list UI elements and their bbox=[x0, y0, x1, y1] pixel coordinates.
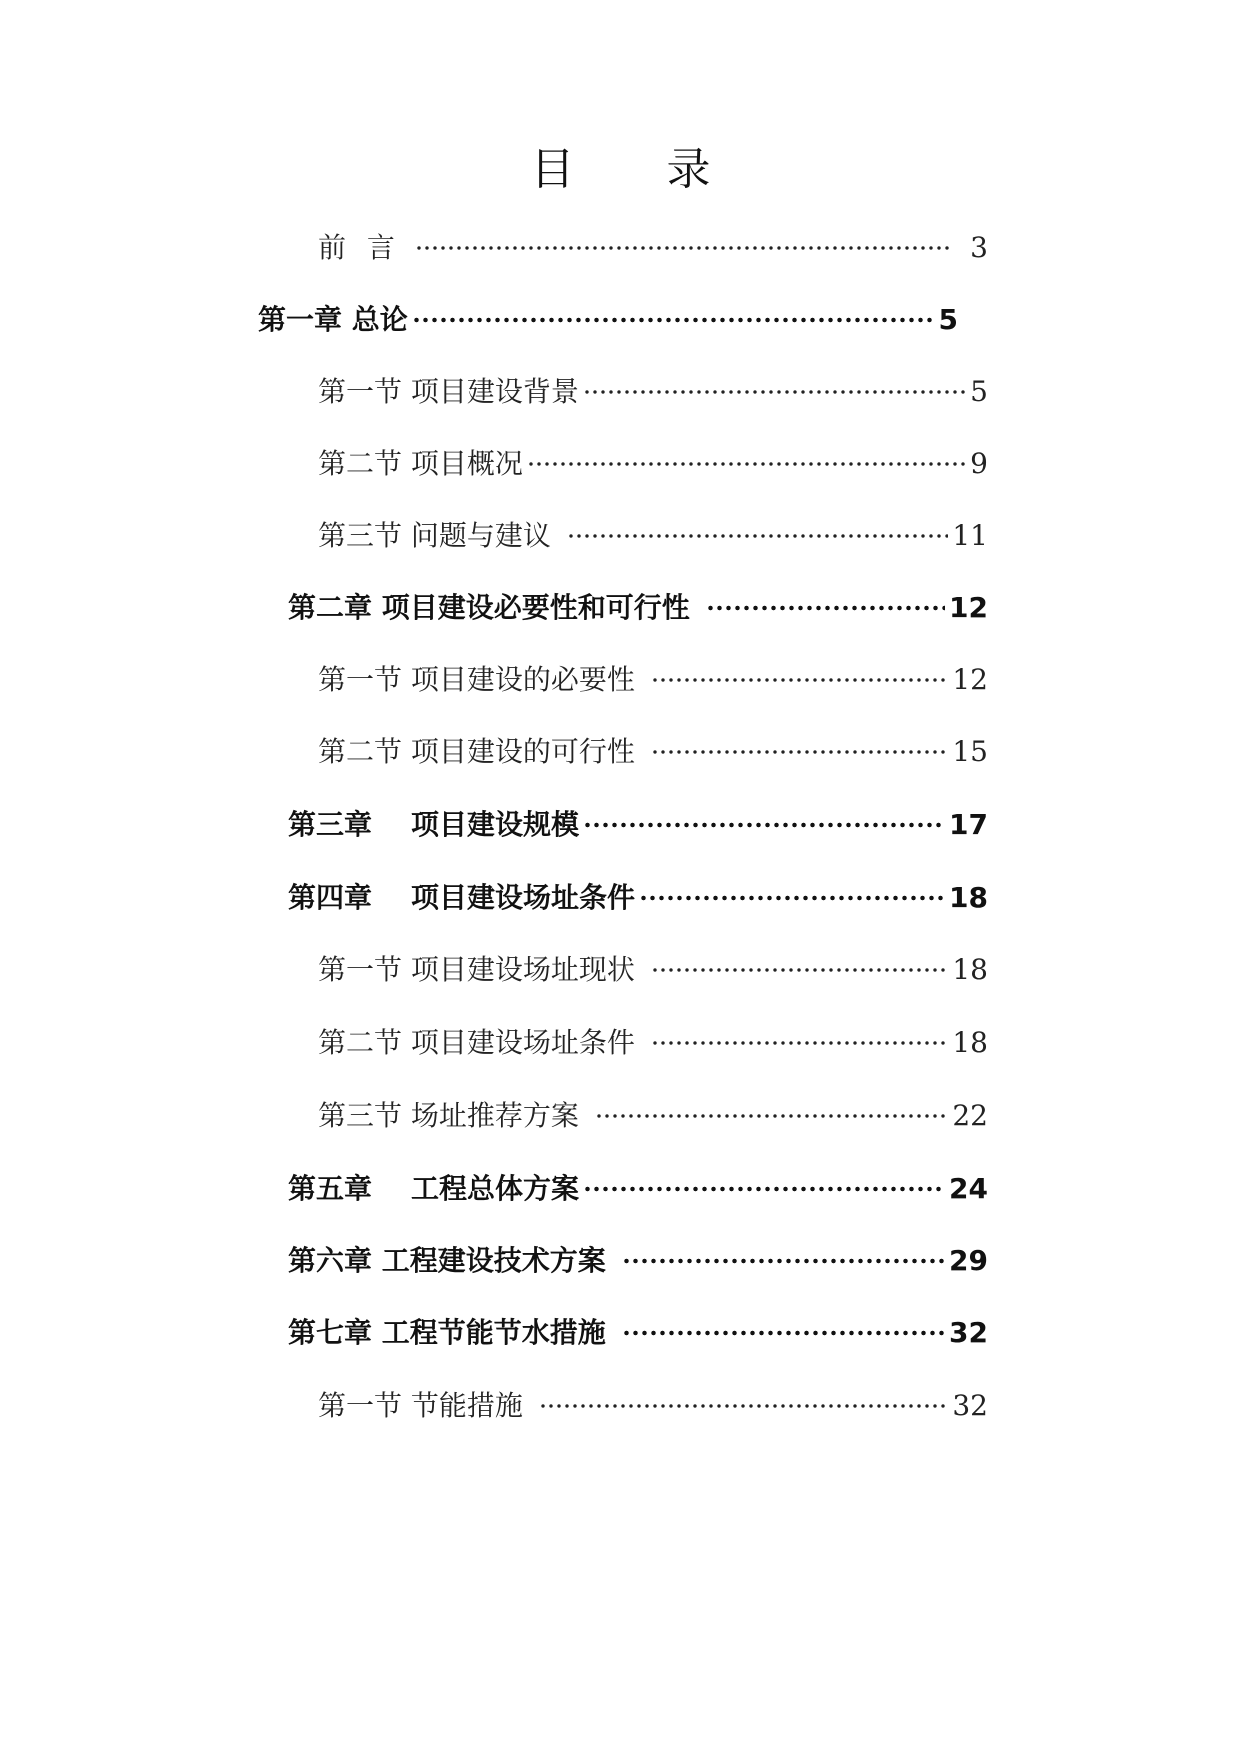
toc-entry-page: 18 bbox=[952, 1026, 988, 1059]
toc-entry-chapter-7[interactable] bbox=[288, 1311, 988, 1355]
toc-entry-label: 第一章 总论 bbox=[258, 303, 408, 336]
dot-leader bbox=[583, 822, 945, 828]
toc-entry-page: 9 bbox=[970, 447, 988, 480]
toc-entry-label: 第二节 项目建设场址条件 bbox=[318, 1026, 635, 1059]
toc-entry-chapter-2-section-1[interactable] bbox=[318, 658, 988, 702]
dot-leader bbox=[651, 749, 948, 755]
toc-entry-preface[interactable] bbox=[318, 226, 988, 270]
dot-leader bbox=[622, 1330, 945, 1336]
toc-entry-label: 第二节 项目概况 bbox=[318, 447, 523, 480]
toc-entry-label: 第二章 项目建设必要性和可行性 bbox=[288, 591, 690, 624]
toc-entry-page: 22 bbox=[952, 1099, 988, 1132]
toc-entry-page: 5 bbox=[938, 303, 958, 336]
toc-entry-page: 18 bbox=[949, 881, 988, 914]
toc-entry-label: 第二节 项目建设的可行性 bbox=[318, 735, 635, 768]
dot-leader bbox=[583, 1186, 945, 1192]
toc-entry-label: 第三节 问题与建议 bbox=[318, 519, 551, 552]
toc-entry-page: 12 bbox=[952, 663, 988, 696]
toc-entry-page: 29 bbox=[949, 1244, 988, 1277]
dot-leader bbox=[706, 605, 945, 611]
toc-entry-chapter-2[interactable] bbox=[288, 586, 988, 630]
toc-entry-label: 第五章 工程总体方案 bbox=[288, 1172, 579, 1205]
toc-entry-chapter-5[interactable] bbox=[288, 1167, 988, 1211]
dot-leader bbox=[567, 533, 948, 539]
toc-entry-chapter-3[interactable] bbox=[288, 803, 988, 847]
toc-entry-label: 第四章 项目建设场址条件 bbox=[288, 881, 635, 914]
toc-entry-chapter-1-section-3[interactable] bbox=[318, 514, 988, 558]
toc-entry-page: 3 bbox=[970, 231, 988, 264]
toc-entry-chapter-4[interactable] bbox=[288, 876, 988, 920]
toc-entry-label: 第一节 项目建设场址现状 bbox=[318, 953, 635, 986]
toc-entry-label: 第一节 节能措施 bbox=[318, 1389, 523, 1422]
toc-entry-label: 第一节 项目建设背景 bbox=[318, 375, 579, 408]
dot-leader bbox=[583, 389, 966, 395]
toc-entry-chapter-4-section-3[interactable] bbox=[318, 1094, 988, 1138]
toc-entry-label: 第六章 工程建设技术方案 bbox=[288, 1244, 606, 1277]
toc-entry-page: 24 bbox=[949, 1172, 988, 1205]
dot-leader bbox=[412, 317, 935, 323]
dot-leader bbox=[595, 1113, 948, 1119]
toc-entry-page: 32 bbox=[952, 1389, 988, 1422]
toc-entry-page: 11 bbox=[952, 519, 988, 552]
toc-entry-chapter-4-section-2[interactable] bbox=[318, 1021, 988, 1065]
toc-entry-page: 18 bbox=[952, 953, 988, 986]
toc-title-char-1: 目 bbox=[530, 144, 575, 195]
toc-entry-page: 12 bbox=[949, 591, 988, 624]
toc-entry-label: 第一节 项目建设的必要性 bbox=[318, 663, 635, 696]
toc-title-char-2: 录 bbox=[666, 144, 711, 195]
toc-entry-chapter-4-section-1[interactable] bbox=[318, 948, 988, 992]
toc-entry-label: 第七章 工程节能节水措施 bbox=[288, 1316, 606, 1349]
dot-leader bbox=[651, 677, 948, 683]
toc-entry-label: 第三章 项目建设规模 bbox=[288, 808, 579, 841]
toc-entry-page: 32 bbox=[949, 1316, 988, 1349]
toc-entry-page: 5 bbox=[970, 375, 988, 408]
dot-leader bbox=[651, 1040, 948, 1046]
dot-leader bbox=[415, 245, 952, 251]
dot-leader bbox=[539, 1403, 948, 1409]
dot-leader bbox=[639, 895, 945, 901]
toc-entry-chapter-2-section-2[interactable] bbox=[318, 730, 988, 774]
toc-entry-chapter-6[interactable] bbox=[288, 1239, 988, 1283]
toc-entry-page: 17 bbox=[949, 808, 988, 841]
dot-leader bbox=[651, 967, 948, 973]
toc-entry-page: 15 bbox=[952, 735, 988, 768]
dot-leader bbox=[527, 461, 966, 467]
toc-entry-chapter-1[interactable] bbox=[258, 298, 958, 342]
toc-entry-label: 第三节 场址推荐方案 bbox=[318, 1099, 579, 1132]
toc-entry-chapter-7-section-1[interactable] bbox=[318, 1384, 988, 1428]
toc-entry-chapter-1-section-2[interactable] bbox=[318, 442, 988, 486]
toc-entry-chapter-1-section-1[interactable] bbox=[318, 370, 988, 414]
toc-entry-label: 前 言 bbox=[318, 231, 401, 264]
dot-leader bbox=[622, 1258, 945, 1264]
